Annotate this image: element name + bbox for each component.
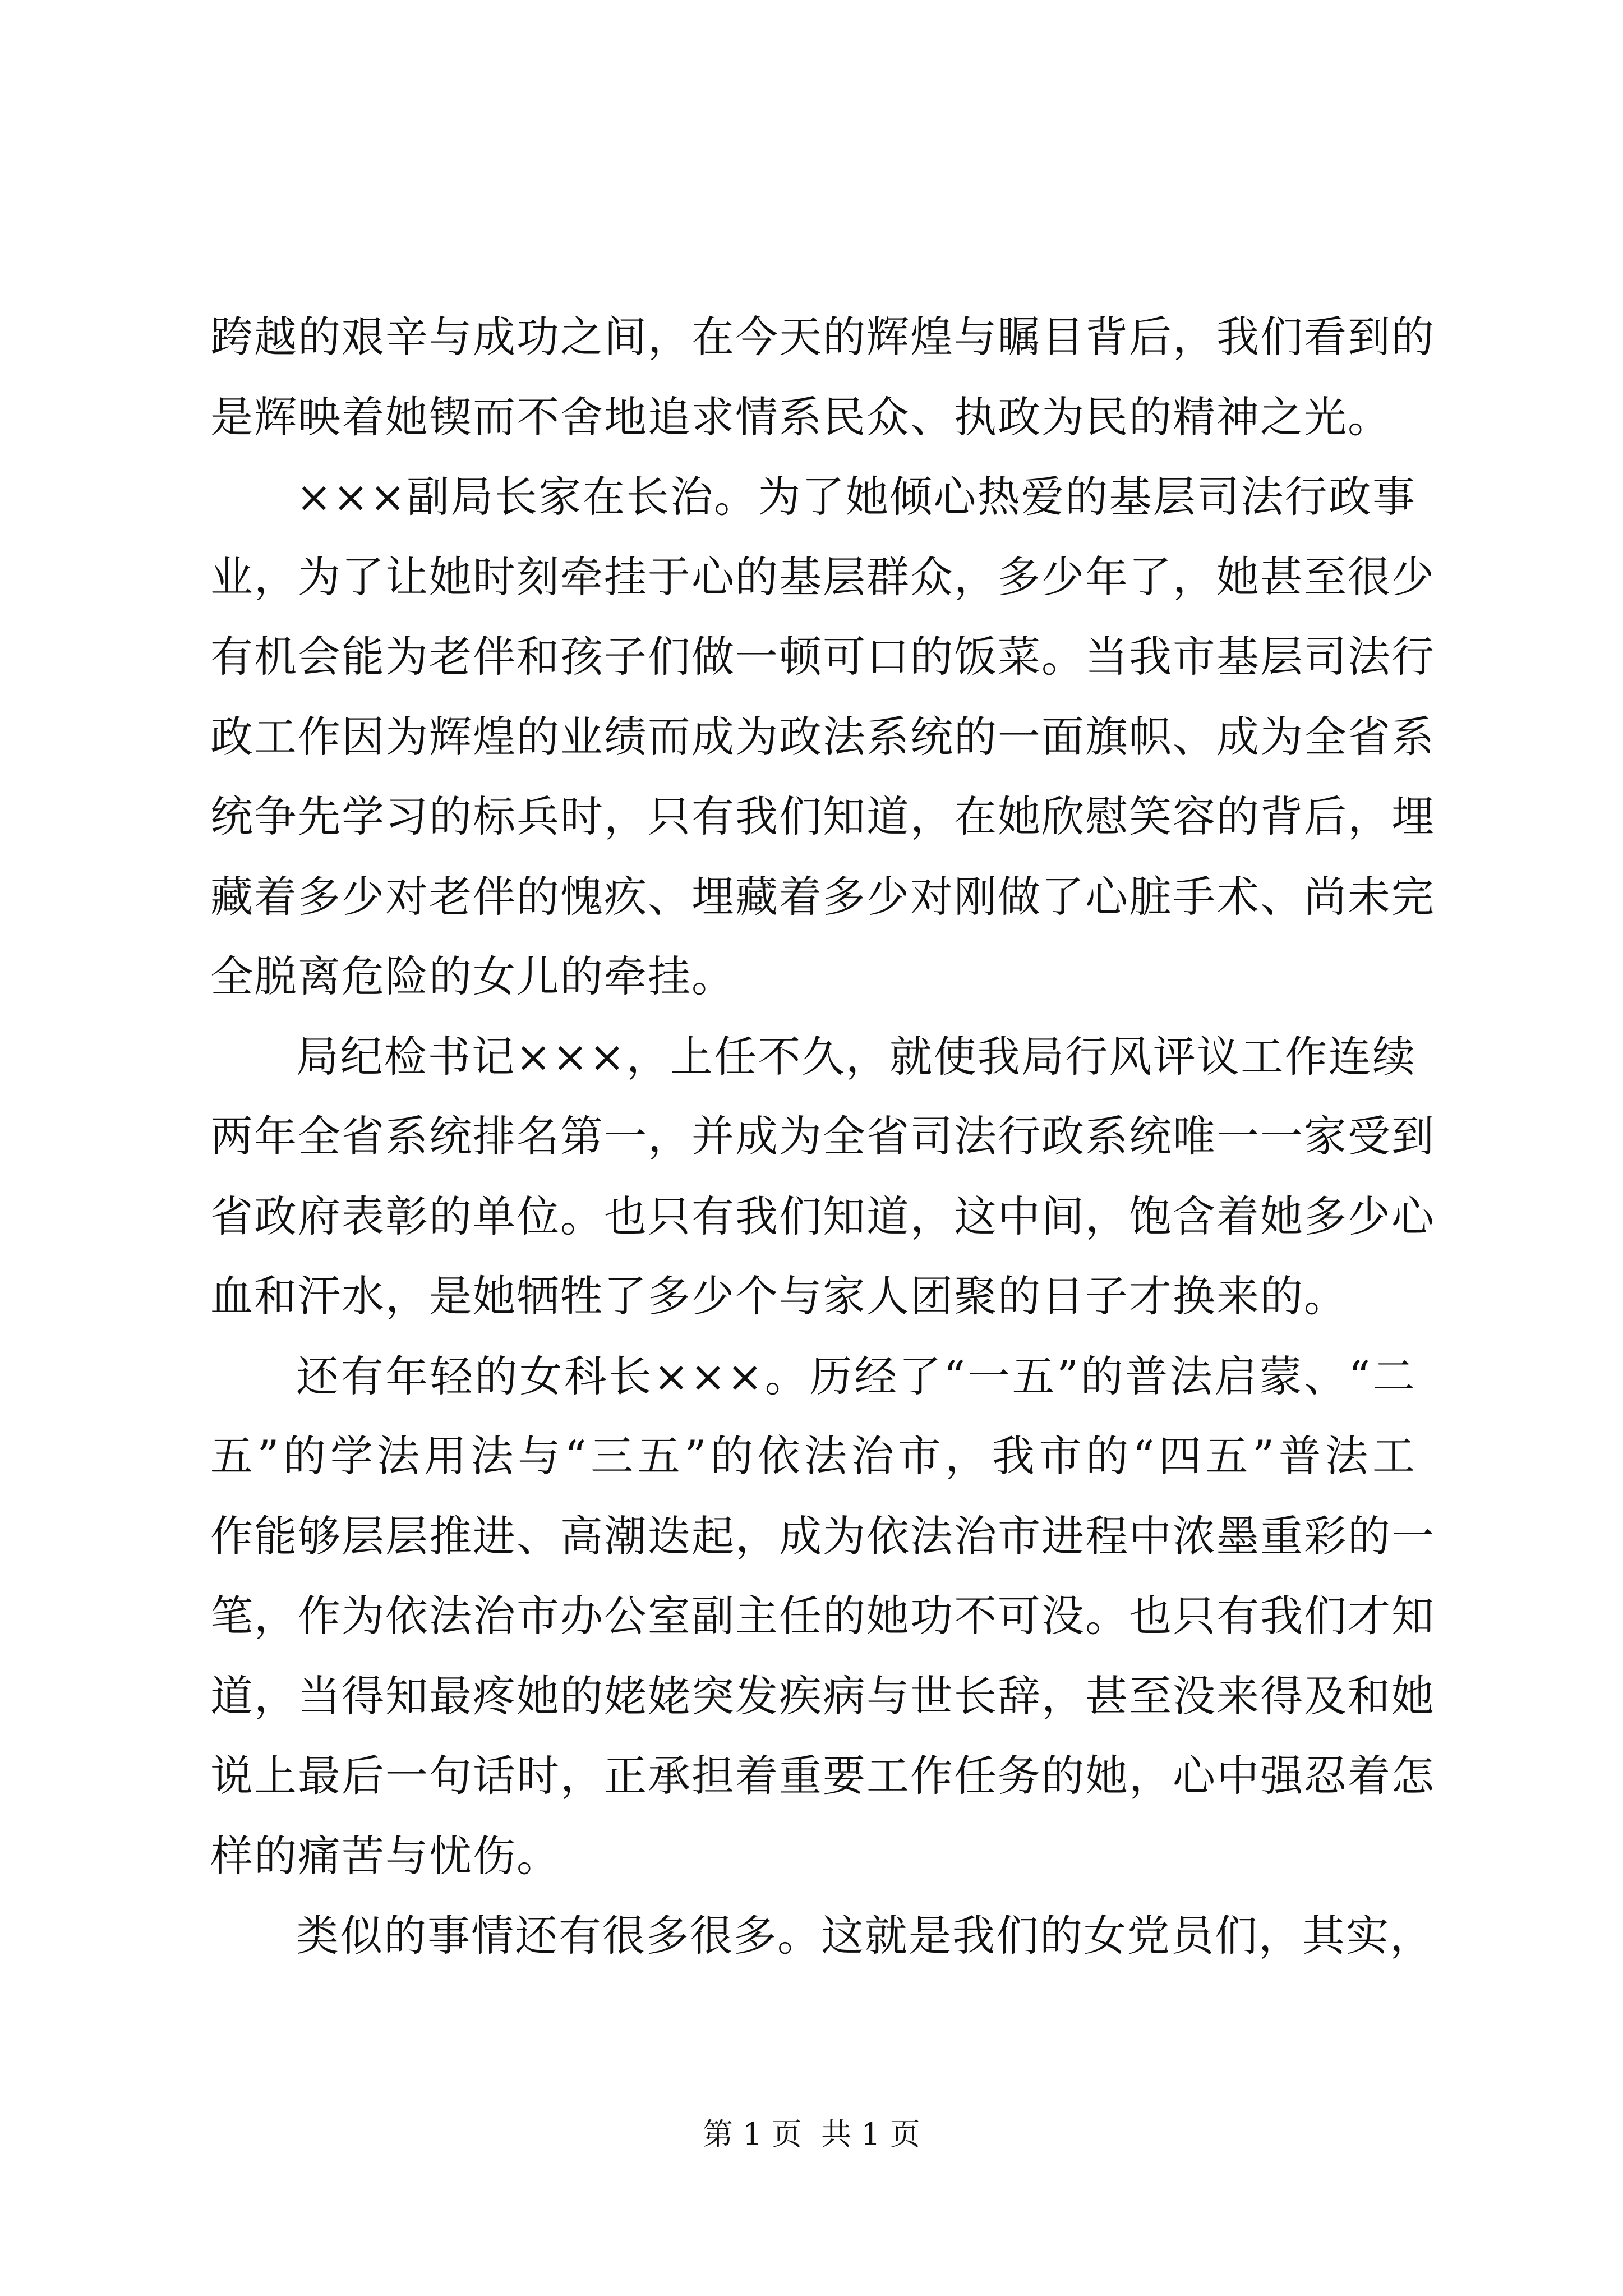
text-line: 说上最后一句话时，正承担着重要工作任务的她，心中强忍着怎 xyxy=(210,1751,1435,1801)
text-line: 跨越的艰辛与成功之间，在今天的辉煌与瞩目背后，我们看到的 xyxy=(210,312,1435,362)
text-line: 作能够层层推进、高潮迭起，成为依法治市进程中浓墨重彩的一 xyxy=(210,1511,1435,1561)
text-line: 类似的事情还有很多很多。这就是我们的女党员们，其实， xyxy=(296,1911,1433,1961)
text-line: 血和汗水，是她牺牲了多少个与家人团聚的日子才换来的。 xyxy=(210,1271,1348,1321)
text-line: 还有年轻的女科长×××。历经了“一五”的普法启蒙、“二 xyxy=(296,1351,1416,1401)
text-line: 统争先学习的标兵时，只有我们知道，在她欣慰笑容的背后，埋 xyxy=(210,792,1435,841)
text-line: ×××副局长家在长治。为了她倾心热爱的基层司法行政事 xyxy=(296,472,1416,522)
text-line: 藏着多少对老伴的愧疚、埋藏着多少对刚做了心脏手术、尚未完 xyxy=(210,871,1435,922)
text-line: 局纪检书记×××，上任不久，就使我局行风评议工作连续 xyxy=(296,1031,1416,1082)
text-line: 全脱离危险的女儿的牵挂。 xyxy=(210,951,735,1001)
text-line: 五”的学法用法与“三五”的依法治市，我市的“四五”普法工 xyxy=(210,1431,1416,1481)
text-line: 政工作因为辉煌的业绩而成为政法系统的一面旗帜、成为全省系 xyxy=(210,711,1435,762)
text-line: 有机会能为老伴和孩子们做一顿可口的饭菜。当我市基层司法行 xyxy=(210,632,1435,682)
document-body xyxy=(210,297,1435,1976)
text-line: 笔，作为依法治市办公室副主任的她功不可没。也只有我们才知 xyxy=(210,1591,1435,1641)
text-line: 业，为了让她时刻牵挂于心的基层群众，多少年了，她甚至很少 xyxy=(210,551,1435,602)
page-footer: 第 1 页 共 1 页 xyxy=(703,2116,920,2152)
text-line: 样的痛苦与忧伤。 xyxy=(210,1830,560,1881)
text-line: 道，当得知最疼她的姥姥突发疾病与世长辞，甚至没来得及和她 xyxy=(210,1671,1435,1721)
text-line: 省政府表彰的单位。也只有我们知道，这中间，饱含着她多少心 xyxy=(210,1191,1435,1241)
text-line: 两年全省系统排名第一，并成为全省司法行政系统唯一一家受到 xyxy=(210,1111,1435,1161)
text-line: 是辉映着她锲而不舍地追求情系民众、执政为民的精神之光。 xyxy=(210,392,1391,442)
